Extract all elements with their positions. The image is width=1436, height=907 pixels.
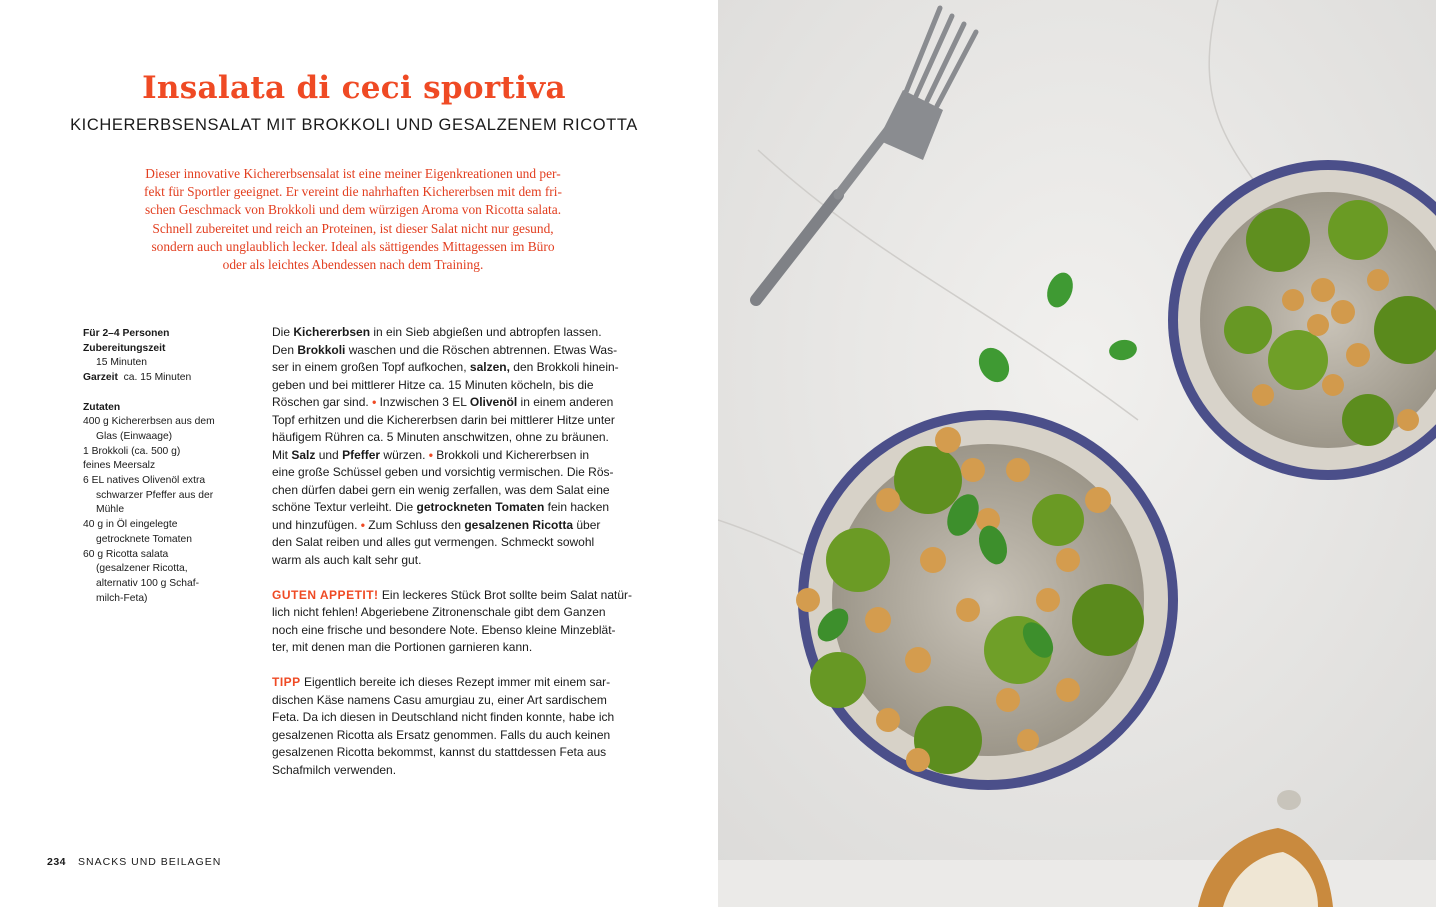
intro-paragraph bbox=[118, 165, 588, 274]
ingredient-line: schwarzer Pfeffer aus der bbox=[96, 489, 214, 501]
step-bullet: • bbox=[428, 447, 433, 462]
tip-label: TIPP bbox=[272, 675, 301, 689]
ingredient-line: 400 g Kichererbsen aus dem bbox=[83, 416, 215, 428]
appetit-label: GUTEN APPETIT! bbox=[272, 587, 379, 602]
method-line: geben und bei mittlerer Hitze ca. 15 Minuten köcheln, bis die bbox=[272, 377, 594, 392]
page-footer bbox=[47, 856, 221, 868]
intro-line: fekt für Sportler geeignet. Er vereint die nahrhaften Kichererbsen mit dem fri- bbox=[144, 184, 562, 200]
method-text bbox=[272, 324, 633, 779]
salad-bowl-front bbox=[796, 410, 1178, 790]
page-number: 234 bbox=[47, 856, 67, 868]
recipe-meta bbox=[83, 327, 253, 606]
method-line: ser in einem großen Topf aufkochen, salzen, den Brokkoli hinein- bbox=[272, 360, 619, 374]
method-line: chen dürfen dabei gern ein wenig zerfallen, was dem Salat eine bbox=[272, 482, 610, 497]
ingredient-line: feines Meersalz bbox=[83, 460, 156, 472]
ingredient-line: getrocknete Tomaten bbox=[96, 533, 192, 545]
method-line: Mit Salz und Pfeffer würzen. • Brokkoli und Kichererbsen in bbox=[272, 447, 590, 462]
method-line: warm als auch kalt sehr gut. bbox=[272, 552, 422, 567]
intro-line: Dieser innovative Kichererbsensalat ist eine meiner Eigenkreationen und per- bbox=[145, 166, 561, 181]
method-line: und hinzufügen. • Zum Schluss den gesalzenen Ricotta über bbox=[272, 517, 601, 532]
prep-time-value: 15 Minuten bbox=[96, 357, 147, 369]
method-line: Topf erhitzen und die Kichererbsen darin bei mittlerer Hitze unter bbox=[272, 412, 615, 427]
cook-time-label: Garzeit bbox=[83, 372, 118, 384]
food-photo bbox=[718, 0, 1436, 907]
method-line: Den Brokkoli waschen und die Röschen abtrennen. Etwas Was- bbox=[272, 342, 618, 357]
method-line: den Salat reiben und alles gut vermengen. Schmeckt sowohl bbox=[272, 535, 595, 549]
intro-line: sondern auch unglaublich lecker. Ideal als sättigendes Mittagessen im Büro bbox=[151, 238, 555, 254]
ingredient-line: 6 EL natives Olivenöl extra bbox=[83, 475, 206, 487]
ingredient-line: 1 Brokkoli (ca. 500 g) bbox=[83, 445, 181, 457]
step-bullet: • bbox=[360, 517, 365, 532]
ingredient-line: Mühle bbox=[96, 504, 125, 516]
method-line: häufigem Rühren ca. 5 Minuten anschwitzen, ohne zu bräunen. bbox=[272, 430, 609, 444]
ingredient-line: 40 g in Öl eingelegte bbox=[83, 519, 178, 531]
section-name: SNACKS UND BEILAGEN bbox=[78, 856, 222, 868]
intro-line: Schnell zubereitet und reich an Proteinen, ist dieser Salat nicht nur gesund, bbox=[152, 220, 554, 236]
ingredient-line: 60 g Ricotta salata bbox=[83, 548, 169, 560]
method-line: eine große Schüssel geben und vorsichtig vermischen. Die Rös- bbox=[272, 465, 614, 479]
ingredient-line: Glas (Einwaage) bbox=[96, 430, 173, 442]
method-line: Röschen gar sind. • Inzwischen 3 EL Olivenöl in einem anderen bbox=[272, 395, 614, 409]
step-bullet: • bbox=[372, 395, 377, 409]
ingredient-line: milch-Feta) bbox=[96, 592, 148, 604]
tip-paragraph: TIPP Eigentlich bereite ich dieses Rezept immer mit einem sar- dischen Käse namens Casu amurgiau zu, einer Art sardischem Feta. Da ich diesen in Deutschland nicht finden konnte, habe ich gesalzenen Ricotta als Ersatz genommen. Falls du auch keinen gesalzenen Ricotta bekommst, kannst du stattdessen Feta aus Schafmilch verwenden. bbox=[272, 675, 615, 777]
salad-bowls-photo bbox=[718, 0, 1436, 907]
recipe-title: Insalata di ceci sportiva bbox=[142, 70, 566, 106]
intro-line: schen Geschmack von Brokkoli und dem würzigen Aroma von Ricotta salata. bbox=[144, 202, 562, 218]
ingredient-line: (gesalzener Ricotta, bbox=[96, 563, 188, 575]
servings: Für 2–4 Personen bbox=[83, 328, 170, 339]
recipe-subtitle: KICHERERBSENSALAT MIT BROKKOLI UND GESALZENEM RICOTTA bbox=[70, 116, 638, 134]
ingredient-line: alternativ 100 g Schaf- bbox=[96, 577, 200, 589]
prep-time-label: Zubereitungszeit bbox=[83, 342, 166, 354]
ingredients-heading: Zutaten bbox=[83, 401, 121, 413]
intro-line: oder als leichtes Abendessen nach dem Training. bbox=[222, 257, 484, 273]
cook-time-value: ca. 15 Minuten bbox=[123, 372, 192, 384]
method-line: schöne Textur verleiht. Die getrockneten Tomaten fein hacken bbox=[272, 500, 610, 514]
appetit-paragraph: GUTEN APPETIT! Ein leckeres Stück Brot sollte beim Salat natür- lich nicht fehlen! Abgeriebene Zitronenschale gibt dem Ganzen noch eine frische und besondere Note. Ebenso kleine Minzeblät- ter, mit denen man die Portionen garnieren kann. bbox=[272, 587, 633, 654]
method-line: Die Kichererbsen in ein Sieb abgießen und abtropfen lassen. bbox=[272, 325, 602, 339]
